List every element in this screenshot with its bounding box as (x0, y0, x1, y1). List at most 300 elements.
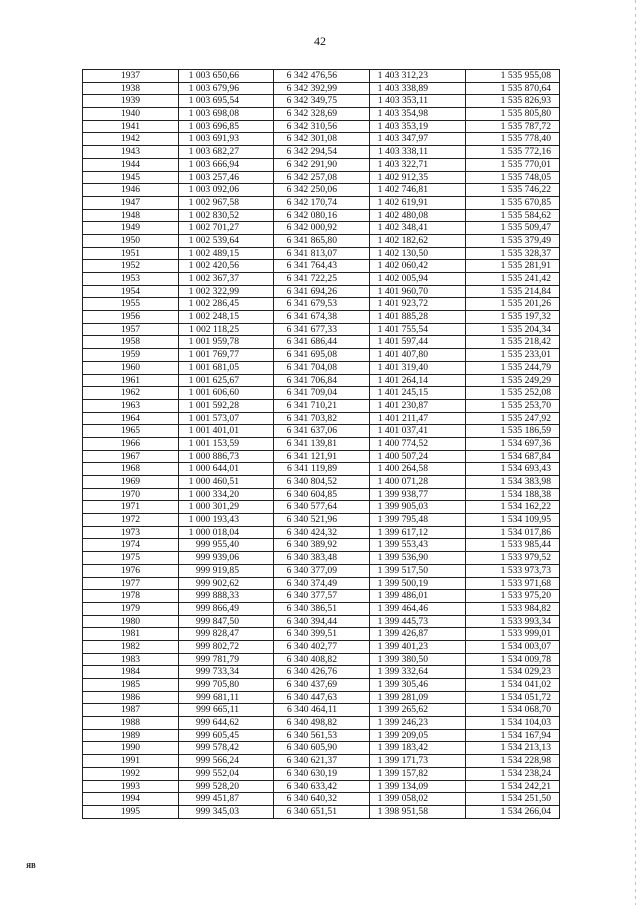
value-cell: 1 535 584,62 (466, 209, 560, 222)
value-cell: 1 535 787,72 (466, 120, 560, 133)
value-cell: 1 403 353,19 (370, 120, 466, 133)
value-cell: 1 403 312,23 (370, 70, 466, 83)
table-row (83, 374, 560, 387)
value-cell: 999 681,11 (179, 691, 274, 704)
value-cell: 1 535 328,37 (466, 247, 560, 260)
value-cell: 1 403 347,97 (370, 133, 466, 146)
table-row (83, 628, 560, 641)
value-cell: 6 342 328,69 (274, 108, 370, 121)
table-row (83, 501, 560, 514)
value-cell: 1 534 109,95 (466, 514, 560, 527)
year-cell: 1982 (83, 640, 179, 653)
value-cell: 1 002 420,56 (179, 260, 274, 273)
value-cell: 1 398 951,58 (370, 805, 466, 818)
table-row (83, 387, 560, 400)
value-cell: 6 340 394,44 (274, 615, 370, 628)
year-cell: 1943 (83, 146, 179, 159)
value-cell: 1 534 188,38 (466, 488, 560, 501)
table-row (83, 780, 560, 793)
value-cell: 999 566,24 (179, 755, 274, 768)
value-cell: 6 342 000,92 (274, 222, 370, 235)
scan-edge (635, 0, 636, 905)
table-row (83, 222, 560, 235)
value-cell: 1 001 959,78 (179, 336, 274, 349)
value-cell: 999 902,62 (179, 577, 274, 590)
value-cell: 1 400 507,24 (370, 450, 466, 463)
year-cell: 1944 (83, 158, 179, 171)
value-cell: 6 340 651,51 (274, 805, 370, 818)
value-cell: 6 340 804,52 (274, 476, 370, 489)
value-cell: 6 341 703,82 (274, 412, 370, 425)
value-cell: 1 535 233,01 (466, 349, 560, 362)
year-cell: 1969 (83, 476, 179, 489)
value-cell: 1 399 464,46 (370, 602, 466, 615)
value-cell: 6 340 633,42 (274, 780, 370, 793)
value-cell: 1 003 257,46 (179, 171, 274, 184)
value-cell: 6 342 476,56 (274, 70, 370, 83)
year-cell: 1972 (83, 514, 179, 527)
value-cell: 1 534 051,72 (466, 691, 560, 704)
value-cell: 6 340 604,85 (274, 488, 370, 501)
table-row (83, 108, 560, 121)
table-row (83, 323, 560, 336)
year-cell: 1953 (83, 273, 179, 286)
year-cell: 1941 (83, 120, 179, 133)
table-row (83, 412, 560, 425)
value-cell: 1 535 770,01 (466, 158, 560, 171)
value-cell: 1 535 218,42 (466, 336, 560, 349)
value-cell: 6 341 764,43 (274, 260, 370, 273)
year-cell: 1958 (83, 336, 179, 349)
value-cell: 1 399 517,50 (370, 564, 466, 577)
year-cell: 1959 (83, 349, 179, 362)
table-row (83, 133, 560, 146)
value-cell: 1 535 281,91 (466, 260, 560, 273)
value-cell: 1 399 938,77 (370, 488, 466, 501)
year-cell: 1957 (83, 323, 179, 336)
value-cell: 6 341 694,26 (274, 285, 370, 298)
table-row (83, 476, 560, 489)
table-body (83, 70, 560, 819)
table-row (83, 539, 560, 552)
year-cell: 1995 (83, 805, 179, 818)
value-cell: 6 340 630,19 (274, 767, 370, 780)
table-row (83, 298, 560, 311)
value-cell: 1 534 029,23 (466, 666, 560, 679)
value-cell: 1 533 985,44 (466, 539, 560, 552)
value-cell: 1 001 153,59 (179, 437, 274, 450)
value-cell: 1 535 955,08 (466, 70, 560, 83)
table-row (83, 361, 560, 374)
year-cell: 1976 (83, 564, 179, 577)
table-row (83, 285, 560, 298)
table-row (83, 526, 560, 539)
table-row (83, 209, 560, 222)
year-cell: 1973 (83, 526, 179, 539)
table-row (83, 717, 560, 730)
year-cell: 1962 (83, 387, 179, 400)
value-cell: 6 341 679,53 (274, 298, 370, 311)
year-cell: 1971 (83, 501, 179, 514)
value-cell: 1 402 182,62 (370, 234, 466, 247)
year-cell: 1965 (83, 425, 179, 438)
value-cell: 1 399 265,62 (370, 704, 466, 717)
table-row (83, 704, 560, 717)
value-cell: 6 340 374,49 (274, 577, 370, 590)
value-cell: 1 000 886,73 (179, 450, 274, 463)
value-cell: 1 401 923,72 (370, 298, 466, 311)
value-cell: 1 401 319,40 (370, 361, 466, 374)
table-row (83, 349, 560, 362)
value-cell: 1 000 301,29 (179, 501, 274, 514)
value-cell: 1 401 037,41 (370, 425, 466, 438)
value-cell: 6 340 377,57 (274, 590, 370, 603)
table-row (83, 247, 560, 260)
value-cell: 1 001 681,05 (179, 361, 274, 374)
table-row (83, 196, 560, 209)
value-cell: 1 533 993,34 (466, 615, 560, 628)
year-cell: 1951 (83, 247, 179, 260)
value-cell: 1 535 778,40 (466, 133, 560, 146)
table-row (83, 564, 560, 577)
value-cell: 1 002 830,52 (179, 209, 274, 222)
value-cell: 1 402 130,50 (370, 247, 466, 260)
value-cell: 6 341 813,07 (274, 247, 370, 260)
table-row (83, 666, 560, 679)
value-cell: 1 535 253,70 (466, 399, 560, 412)
value-cell: 1 403 322,71 (370, 158, 466, 171)
value-cell: 1 535 247,92 (466, 412, 560, 425)
table-row (83, 171, 560, 184)
year-cell: 1968 (83, 463, 179, 476)
year-cell: 1939 (83, 95, 179, 108)
table-row (83, 437, 560, 450)
page-number: 42 (314, 34, 326, 48)
table-row (83, 70, 560, 83)
value-cell: 1 399 332,64 (370, 666, 466, 679)
value-cell: 1 399 209,05 (370, 729, 466, 742)
value-cell: 6 341 709,04 (274, 387, 370, 400)
value-cell: 1 535 186,59 (466, 425, 560, 438)
value-cell: 1 402 912,35 (370, 171, 466, 184)
footer-mark: ЯВ (26, 862, 36, 870)
value-cell: 6 342 170,74 (274, 196, 370, 209)
value-cell: 6 340 437,69 (274, 679, 370, 692)
table-row (83, 184, 560, 197)
value-cell: 1 403 354,98 (370, 108, 466, 121)
value-cell: 1 401 407,80 (370, 349, 466, 362)
value-cell: 1 534 697,36 (466, 437, 560, 450)
value-cell: 1 003 695,54 (179, 95, 274, 108)
value-cell: 1 401 264,14 (370, 374, 466, 387)
value-cell: 1 003 666,94 (179, 158, 274, 171)
value-cell: 1 534 266,04 (466, 805, 560, 818)
value-cell: 999 955,40 (179, 539, 274, 552)
value-cell: 6 340 408,82 (274, 653, 370, 666)
value-cell: 1 534 242,21 (466, 780, 560, 793)
value-cell: 6 341 119,89 (274, 463, 370, 476)
value-cell: 1 534 693,43 (466, 463, 560, 476)
value-cell: 1 000 193,43 (179, 514, 274, 527)
value-cell: 1 399 281,09 (370, 691, 466, 704)
value-cell: 999 578,42 (179, 742, 274, 755)
value-cell: 1 002 701,27 (179, 222, 274, 235)
value-cell: 6 342 294,54 (274, 146, 370, 159)
value-cell: 999 345,03 (179, 805, 274, 818)
value-cell: 1 399 617,12 (370, 526, 466, 539)
value-cell: 1 535 244,79 (466, 361, 560, 374)
value-cell: 6 341 686,44 (274, 336, 370, 349)
value-cell: 1 002 322,99 (179, 285, 274, 298)
value-cell: 1 535 214,84 (466, 285, 560, 298)
value-cell: 999 781,79 (179, 653, 274, 666)
year-cell: 1983 (83, 653, 179, 666)
value-cell: 1 399 553,43 (370, 539, 466, 552)
value-cell: 1 535 826,93 (466, 95, 560, 108)
value-cell: 1 533 971,68 (466, 577, 560, 590)
table-row (83, 679, 560, 692)
value-cell: 999 528,20 (179, 780, 274, 793)
year-cell: 1955 (83, 298, 179, 311)
value-cell: 1 535 241,42 (466, 273, 560, 286)
value-cell: 1 399 795,48 (370, 514, 466, 527)
year-cell: 1970 (83, 488, 179, 501)
value-cell: 6 340 399,51 (274, 628, 370, 641)
value-cell: 1 535 805,80 (466, 108, 560, 121)
table-row (83, 273, 560, 286)
value-cell: 6 340 605,90 (274, 742, 370, 755)
value-cell: 1 534 687,84 (466, 450, 560, 463)
table-row (83, 82, 560, 95)
value-cell: 1 533 973,73 (466, 564, 560, 577)
value-cell: 1 399 486,01 (370, 590, 466, 603)
year-cell: 1946 (83, 184, 179, 197)
value-cell: 6 340 424,32 (274, 526, 370, 539)
value-cell: 1 401 960,70 (370, 285, 466, 298)
value-cell: 999 665,11 (179, 704, 274, 717)
value-cell: 6 340 426,76 (274, 666, 370, 679)
value-cell: 6 340 640,32 (274, 793, 370, 806)
value-cell: 1 000 334,20 (179, 488, 274, 501)
value-cell: 1 533 975,20 (466, 590, 560, 603)
value-cell: 1 535 197,32 (466, 311, 560, 324)
value-cell: 1 003 691,93 (179, 133, 274, 146)
year-cell: 1985 (83, 679, 179, 692)
value-cell: 999 802,72 (179, 640, 274, 653)
table-row (83, 450, 560, 463)
value-cell: 6 341 677,33 (274, 323, 370, 336)
value-cell: 6 342 392,99 (274, 82, 370, 95)
year-cell: 1938 (83, 82, 179, 95)
value-cell: 6 342 310,56 (274, 120, 370, 133)
value-cell: 1 401 230,87 (370, 399, 466, 412)
value-cell: 1 534 041,02 (466, 679, 560, 692)
value-cell: 1 002 118,25 (179, 323, 274, 336)
year-cell: 1987 (83, 704, 179, 717)
value-cell: 6 340 402,77 (274, 640, 370, 653)
value-cell: 1 000 460,51 (179, 476, 274, 489)
year-cell: 1977 (83, 577, 179, 590)
value-cell: 6 340 464,11 (274, 704, 370, 717)
table-row (83, 615, 560, 628)
data-table (82, 69, 560, 819)
table-row (83, 425, 560, 438)
year-cell: 1994 (83, 793, 179, 806)
value-cell: 1 002 967,58 (179, 196, 274, 209)
year-cell: 1956 (83, 311, 179, 324)
value-cell: 1 401 885,28 (370, 311, 466, 324)
value-cell: 1 534 213,13 (466, 742, 560, 755)
value-cell: 6 342 301,08 (274, 133, 370, 146)
year-cell: 1990 (83, 742, 179, 755)
value-cell: 1 399 380,50 (370, 653, 466, 666)
value-cell: 1 399 426,87 (370, 628, 466, 641)
value-cell: 1 401 597,44 (370, 336, 466, 349)
value-cell: 999 888,33 (179, 590, 274, 603)
value-cell: 1 535 772,16 (466, 146, 560, 159)
value-cell: 6 342 291,90 (274, 158, 370, 171)
value-cell: 1 533 999,01 (466, 628, 560, 641)
year-cell: 1984 (83, 666, 179, 679)
value-cell: 6 340 386,51 (274, 602, 370, 615)
value-cell: 6 341 674,38 (274, 311, 370, 324)
value-cell: 6 340 377,09 (274, 564, 370, 577)
value-cell: 6 341 710,21 (274, 399, 370, 412)
year-cell: 1966 (83, 437, 179, 450)
table-row (83, 552, 560, 565)
year-cell: 1988 (83, 717, 179, 730)
value-cell: 1 001 573,07 (179, 412, 274, 425)
year-cell: 1986 (83, 691, 179, 704)
value-cell: 1 399 445,73 (370, 615, 466, 628)
value-cell: 1 399 183,42 (370, 742, 466, 755)
value-cell: 1 402 619,91 (370, 196, 466, 209)
value-cell: 6 340 383,48 (274, 552, 370, 565)
value-cell: 1 535 509,47 (466, 222, 560, 235)
value-cell: 1 534 167,94 (466, 729, 560, 742)
value-cell: 1 399 157,82 (370, 767, 466, 780)
year-cell: 1974 (83, 539, 179, 552)
year-cell: 1945 (83, 171, 179, 184)
table-row (83, 95, 560, 108)
year-cell: 1964 (83, 412, 179, 425)
value-cell: 6 340 621,37 (274, 755, 370, 768)
year-cell: 1981 (83, 628, 179, 641)
value-cell: 999 733,34 (179, 666, 274, 679)
value-cell: 1 399 305,46 (370, 679, 466, 692)
value-cell: 1 400 774,52 (370, 437, 466, 450)
value-cell: 999 866,49 (179, 602, 274, 615)
year-cell: 1942 (83, 133, 179, 146)
value-cell: 1 003 682,27 (179, 146, 274, 159)
year-cell: 1979 (83, 602, 179, 615)
table-row (83, 260, 560, 273)
year-cell: 1993 (83, 780, 179, 793)
value-cell: 1 402 348,41 (370, 222, 466, 235)
table-row (83, 577, 560, 590)
value-cell: 1 403 353,11 (370, 95, 466, 108)
year-cell: 1989 (83, 729, 179, 742)
value-cell: 6 341 139,81 (274, 437, 370, 450)
value-cell: 1 002 248,15 (179, 311, 274, 324)
value-cell: 6 340 561,53 (274, 729, 370, 742)
table-row (83, 767, 560, 780)
value-cell: 6 342 080,16 (274, 209, 370, 222)
table-row (83, 653, 560, 666)
value-cell: 1 534 228,98 (466, 755, 560, 768)
value-cell: 1 535 204,34 (466, 323, 560, 336)
value-cell: 1 003 698,08 (179, 108, 274, 121)
value-cell: 6 340 389,92 (274, 539, 370, 552)
table-row (83, 336, 560, 349)
value-cell: 6 341 722,25 (274, 273, 370, 286)
year-cell: 1950 (83, 234, 179, 247)
year-cell: 1963 (83, 399, 179, 412)
value-cell: 6 341 706,84 (274, 374, 370, 387)
table-row (83, 729, 560, 742)
value-cell: 1 003 696,85 (179, 120, 274, 133)
value-cell: 1 403 338,89 (370, 82, 466, 95)
year-cell: 1978 (83, 590, 179, 603)
value-cell: 1 002 367,37 (179, 273, 274, 286)
value-cell: 1 399 134,09 (370, 780, 466, 793)
value-cell: 1 001 769,77 (179, 349, 274, 362)
value-cell: 999 644,62 (179, 717, 274, 730)
value-cell: 999 919,85 (179, 564, 274, 577)
year-cell: 1940 (83, 108, 179, 121)
value-cell: 1 001 625,67 (179, 374, 274, 387)
value-cell: 1 535 746,22 (466, 184, 560, 197)
value-cell: 1 001 606,60 (179, 387, 274, 400)
value-cell: 1 535 379,49 (466, 234, 560, 247)
value-cell: 1 401 755,54 (370, 323, 466, 336)
value-cell: 1 001 401,01 (179, 425, 274, 438)
table-row (83, 463, 560, 476)
value-cell: 999 605,45 (179, 729, 274, 742)
value-cell: 999 828,47 (179, 628, 274, 641)
value-cell: 1 400 071,28 (370, 476, 466, 489)
value-cell: 6 341 637,06 (274, 425, 370, 438)
table-row (83, 120, 560, 133)
value-cell: 6 340 521,96 (274, 514, 370, 527)
table-row (83, 146, 560, 159)
value-cell: 1 000 018,04 (179, 526, 274, 539)
table-row (83, 640, 560, 653)
year-cell: 1952 (83, 260, 179, 273)
table-row (83, 514, 560, 527)
table-row (83, 590, 560, 603)
year-cell: 1948 (83, 209, 179, 222)
table-row (83, 805, 560, 818)
year-cell: 1967 (83, 450, 179, 463)
value-cell: 6 342 250,06 (274, 184, 370, 197)
year-cell: 1961 (83, 374, 179, 387)
value-cell: 1 402 480,08 (370, 209, 466, 222)
value-cell: 1 400 264,58 (370, 463, 466, 476)
value-cell: 1 533 984,82 (466, 602, 560, 615)
value-cell: 1 534 162,22 (466, 501, 560, 514)
table-row (83, 399, 560, 412)
value-cell: 1 399 058,02 (370, 793, 466, 806)
table-row (83, 234, 560, 247)
table-row (83, 793, 560, 806)
value-cell: 1 534 238,24 (466, 767, 560, 780)
value-cell: 999 705,80 (179, 679, 274, 692)
value-cell: 1 403 338,11 (370, 146, 466, 159)
value-cell: 1 535 201,26 (466, 298, 560, 311)
value-cell: 1 402 746,81 (370, 184, 466, 197)
year-cell: 1960 (83, 361, 179, 374)
